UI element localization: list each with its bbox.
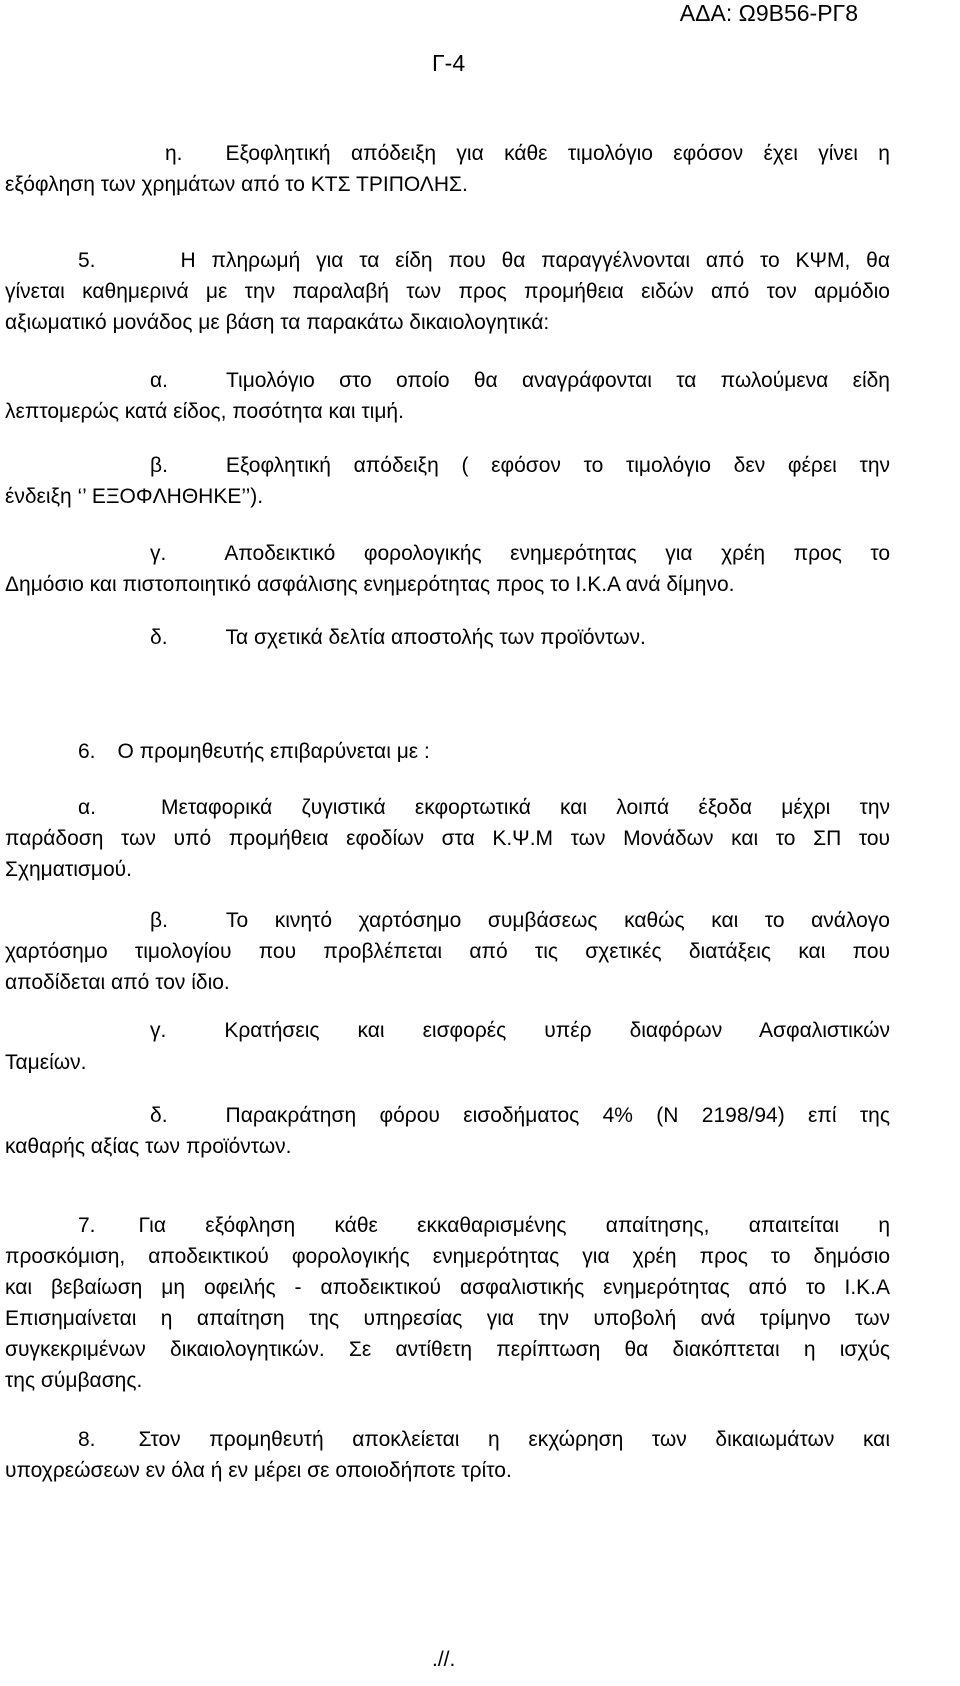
item-marker: η. bbox=[165, 142, 183, 165]
item-marker: α. bbox=[150, 369, 168, 392]
item-line: της σύμβασης. bbox=[5, 1369, 143, 1392]
item-5c bbox=[5, 538, 890, 600]
item-line: Στον προμηθευτή αποκλείεται η εκχώρηση των δικαιωμάτων και bbox=[138, 1428, 890, 1451]
item-6d bbox=[5, 1100, 890, 1162]
item-5b bbox=[5, 450, 890, 512]
item-line: Ταμείων. bbox=[5, 1051, 87, 1074]
item-marker: δ. bbox=[150, 1104, 168, 1127]
item-line: Κρατήσεις και εισφορές υπέρ διαφόρων Ασφαλιστικών bbox=[224, 1019, 890, 1042]
item-eta bbox=[5, 138, 890, 200]
item-6b bbox=[5, 905, 890, 998]
item-marker: β. bbox=[150, 454, 168, 477]
item-line: Εξοφλητική απόδειξη ( εφόσον το τιμολόγιο δεν φέρει την bbox=[225, 454, 890, 477]
item-marker: 6. bbox=[78, 740, 96, 763]
item-line: Η πληρωμή για τα είδη που θα παραγγέλνονται από το ΚΨΜ, θα bbox=[180, 249, 890, 272]
item-marker: 7. bbox=[78, 1214, 96, 1237]
item-6a bbox=[5, 792, 890, 885]
paragraph-8 bbox=[5, 1424, 890, 1486]
item-line: Επισημαίνεται η απαίτηση της υπηρεσίας για την υποβολή ανά τρίμηνο των bbox=[5, 1307, 890, 1330]
item-marker: δ. bbox=[150, 626, 168, 649]
item-line: Μεταφορικά ζυγιστικά εκφορτωτικά και λοιπά έξοδα μέχρι την bbox=[160, 796, 890, 819]
item-line: χαρτόσημο τιμολογίου που προβλέπεται από τις σχετικές διατάξεις και που bbox=[5, 940, 890, 963]
item-marker: γ. bbox=[150, 542, 167, 565]
item-line: Δημόσιο και πιστοποιητικό ασφάλισης ενημερότητας προς το Ι.Κ.Α ανά δίμηνο. bbox=[5, 573, 735, 596]
item-marker: β. bbox=[150, 909, 168, 932]
item-line: Εξοφλητική απόδειξη για κάθε τιμολόγιο εφόσον έχει γίνει η bbox=[225, 142, 890, 165]
item-line: ένδειξη ‘’ ΕΞΟΦΛΗΘΗΚΕ’’). bbox=[5, 485, 264, 508]
item-line: αξιωματικό μονάδος με βάση τα παρακάτω δικαιολογητικά: bbox=[5, 311, 550, 334]
item-line: Σχηματισμού. bbox=[5, 858, 132, 881]
item-marker: α. bbox=[78, 796, 96, 819]
item-line: Για εξόφληση κάθε εκκαθαρισμένης απαίτησης, απαιτείται η bbox=[138, 1214, 890, 1237]
paragraph-6 bbox=[5, 736, 890, 767]
item-line: εξόφληση των χρημάτων από το ΚΤΣ ΤΡΙΠΟΛΗΣ. bbox=[5, 173, 468, 196]
item-line: Αποδεικτικό φορολογικής ενημερότητας για χρέη προς το bbox=[224, 542, 890, 565]
item-line: Το κινητό χαρτόσημο συμβάσεως καθώς και το ανάλογο bbox=[225, 909, 890, 932]
item-line: υποχρεώσεων εν όλα ή εν μέρει σε οποιοδήποτε τρίτο. bbox=[5, 1459, 512, 1482]
item-line: γίνεται καθημερινά με την παραλαβή των προς προμήθεια ειδών από τον αρμόδιο bbox=[5, 280, 890, 303]
item-6c bbox=[5, 1015, 890, 1078]
page-label: Γ-4 bbox=[432, 50, 466, 76]
item-5a bbox=[5, 365, 890, 427]
item-line: καθαρής αξίας των προϊόντων. bbox=[5, 1135, 292, 1158]
paragraph-7 bbox=[5, 1210, 890, 1396]
item-line: παράδοση των υπό προμήθεια εφοδίων στα Κ.Ψ.Μ των Μονάδων και το ΣΠ του bbox=[5, 827, 890, 850]
item-line: προσκόμιση, αποδεικτικού φορολογικής ενημερότητας για χρέη προς το δημόσιο bbox=[5, 1245, 890, 1268]
item-line: αποδίδεται από τον ίδιο. bbox=[5, 971, 230, 994]
item-line: λεπτομερώς κατά είδος, ποσότητα και τιμή. bbox=[5, 400, 404, 423]
ada-code: ΑΔΑ: Ω9Β56-ΡΓ8 bbox=[679, 0, 858, 26]
item-line: συγκεκριμένων δικαιολογητικών. Σε αντίθετη περίπτωση θα διακόπτεται η ισχύς bbox=[5, 1338, 890, 1361]
item-line: και βεβαίωση μη οφειλής - αποδεικτικού ασφαλιστικής ενημερότητας από το Ι.Κ.Α bbox=[5, 1276, 890, 1299]
item-line: Τιμολόγιο στο οποίο θα αναγράφονται τα πωλούμενα είδη bbox=[225, 369, 890, 392]
item-line: Παρακράτηση φόρου εισοδήματος 4% (Ν 2198/94) επί της bbox=[225, 1104, 890, 1127]
end-mark: .//. bbox=[432, 1648, 456, 1671]
item-marker: 8. bbox=[78, 1428, 96, 1451]
item-line: Ο προμηθευτής επιβαρύνεται με : bbox=[117, 740, 430, 763]
item-5d bbox=[5, 622, 890, 653]
paragraph-5 bbox=[5, 245, 890, 338]
item-line: Τα σχετικά δελτία αποστολής των προϊόντων. bbox=[225, 626, 646, 649]
item-marker: γ. bbox=[150, 1019, 167, 1042]
item-marker: 5. bbox=[78, 249, 96, 272]
